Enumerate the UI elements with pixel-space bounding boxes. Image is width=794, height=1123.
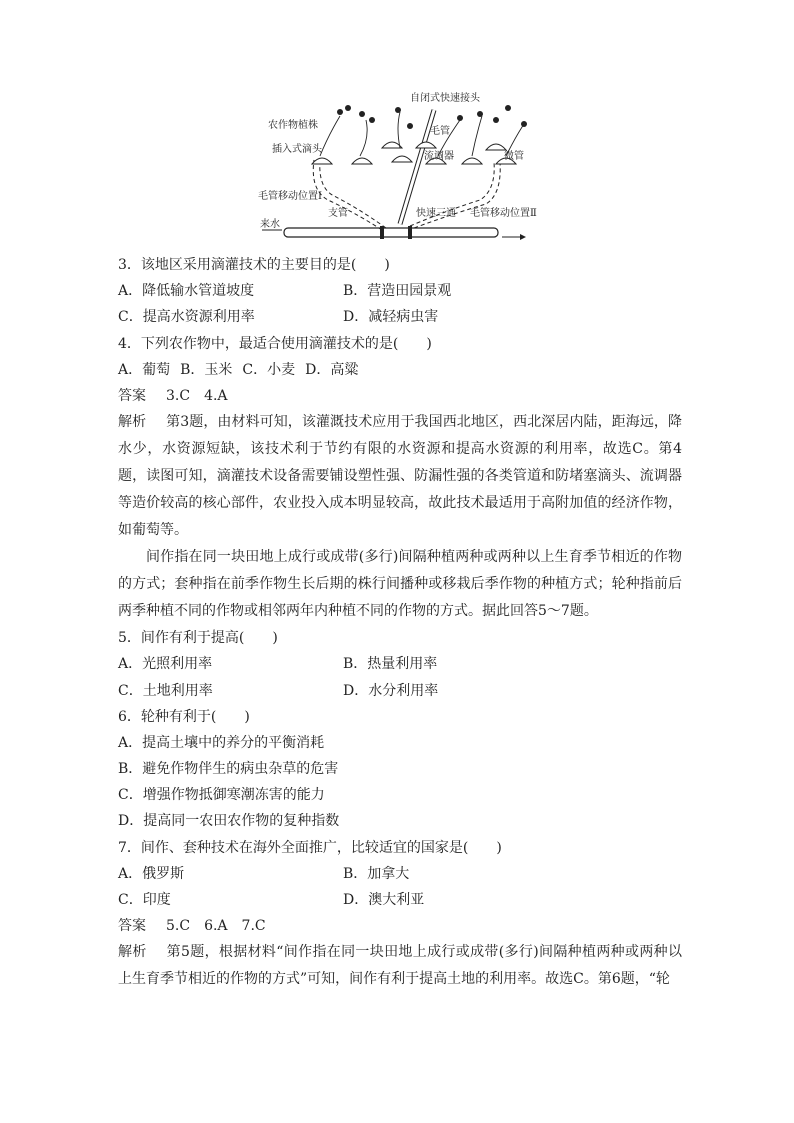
label-micro-tube: 微管 [504, 151, 524, 162]
q3-option-d: D．减轻病虫害 [343, 309, 439, 326]
explanation-text: 第3题，由材料可知，该灌溉技术应用于我国西北地区，西北深居内陆，距海远，降水少，水资源短缺，该技术利于节约有限的水资源和提高水资源的利用率，故选C。第4题，读图可知，滴灌技术设备需要铺设塑性强、防漏性强的各类管道和防堵塞滴头、流调器等造价较高的核心部件，农业投入成本明显较高，故此技术最适用于高附加值的经济作物，如葡萄等。 [118, 414, 683, 539]
q4-stem: 4．下列农作物中，最适合使用滴灌技术的是( ) [118, 335, 432, 352]
q7-stem: 7．间作、套种技术在海外全面推广，比较适宜的国家是( ) [118, 839, 502, 856]
q5-options-row1 [118, 651, 682, 677]
q7-option-d: D．澳大利亚 [343, 892, 425, 908]
label-branch-pipe: 支管 [328, 208, 348, 219]
label-quick-joint: 自闭式快速接头 [410, 93, 480, 104]
q7-options-row2 [118, 887, 682, 913]
branch-pipe-shape [284, 228, 498, 237]
label-position1: 毛管移动位置Ⅰ [258, 191, 322, 202]
label-regulator: 流调器 [424, 151, 454, 162]
q3-options-row1 [118, 278, 682, 304]
q6-option-c: C．增强作物抵御寒潮冻害的能力 [118, 787, 325, 804]
q7-option-b: B．加拿大 [343, 865, 410, 882]
q3-options-row2 [118, 304, 682, 330]
q4-options [118, 357, 682, 383]
q4-option-c: C．小麦 [242, 361, 296, 378]
label-crop: 农作物植株 [268, 120, 318, 131]
q6-option-b: B．避免作物伴生的病虫杂草的危害 [118, 761, 339, 778]
q6-stem: 6．轮种有利于( ) [118, 708, 250, 725]
answer-block-1 [118, 383, 682, 409]
explanation-block-2 [118, 939, 682, 993]
q3-option-c: C．提高水资源利用率 [118, 309, 255, 326]
q5-option-d: D．水分利用率 [343, 682, 439, 699]
document-body [118, 252, 682, 993]
q6-option-d: D．提高同一农田农作物的复种指数 [118, 813, 340, 830]
position1-dashed-path-2 [313, 160, 382, 230]
explanation-tag: 解析 [118, 944, 147, 961]
material-paragraph: 间作指在同一块田地上成行或成带(多行)间隔种植两种或两种以上生育季节相近的作物的方式；套种指在前季作物生长后期的株行间播种或移栽后季作物的种植方式；轮种指前后两季种植不同的作物或相邻两年内种植不同的作物的方式。据此回答5～7题。 [118, 549, 682, 620]
q5-option-c: C．土地利用率 [118, 682, 213, 699]
outflow-arrowhead [520, 234, 526, 240]
label-position2: 毛管移动位置Ⅱ [470, 208, 537, 219]
tee-fitting-right [408, 226, 412, 239]
label-capillary: 毛管 [430, 126, 450, 137]
answer-tag: 答案 [118, 918, 146, 935]
q5-options-row2 [118, 678, 682, 704]
explanation-text: 第5题，根据材料“间作指在同一块田地上成行或成带(多行)间隔种植两种或两种以上生育季节相近的作物的方式”可知，间作有利于提高土地的利用率。故选C。第6题，“轮 [118, 944, 682, 988]
tee-fitting-left [380, 226, 384, 239]
q7-option-a: A．俄罗斯 [118, 865, 185, 882]
label-inflow: 来水 [260, 219, 280, 230]
drip-irrigation-figure [248, 90, 548, 250]
q3-option-a: A．降低输水管道坡度 [118, 283, 255, 300]
q5-stem: 5．间作有利于提高( ) [118, 630, 278, 647]
q5-option-b: B．热量利用率 [343, 656, 438, 673]
label-dripper: 插入式滴头 [272, 144, 322, 155]
answer-value: 3.C 4.A [166, 387, 228, 404]
capillary-tube-inner [400, 110, 434, 224]
q4-option-a: A．葡萄 [118, 361, 171, 378]
dripper-row [312, 142, 516, 164]
q4-option-b: B．玉米 [180, 361, 233, 378]
q3-option-b: B．营造田园景观 [343, 283, 452, 300]
q3-stem: 3．该地区采用滴灌技术的主要目的是( ) [118, 257, 390, 273]
label-tee: 快速三通 [416, 208, 456, 219]
answer-tag: 答案 [118, 387, 146, 404]
q5-option-a: A．光照利用率 [118, 656, 213, 673]
answer-block-2 [118, 913, 682, 939]
q7-options-row1 [118, 861, 682, 887]
q7-option-c: C．印度 [118, 892, 171, 908]
answer-value: 5.C 6.A 7.C [166, 918, 266, 935]
explanation-block-1 [118, 409, 682, 544]
q6-option-a: A．提高土壤中的养分的平衡消耗 [118, 734, 325, 751]
explanation-tag: 解析 [118, 414, 147, 431]
drip-irrigation-diagram [248, 90, 548, 250]
q4-option-d: D．高粱 [305, 361, 359, 378]
